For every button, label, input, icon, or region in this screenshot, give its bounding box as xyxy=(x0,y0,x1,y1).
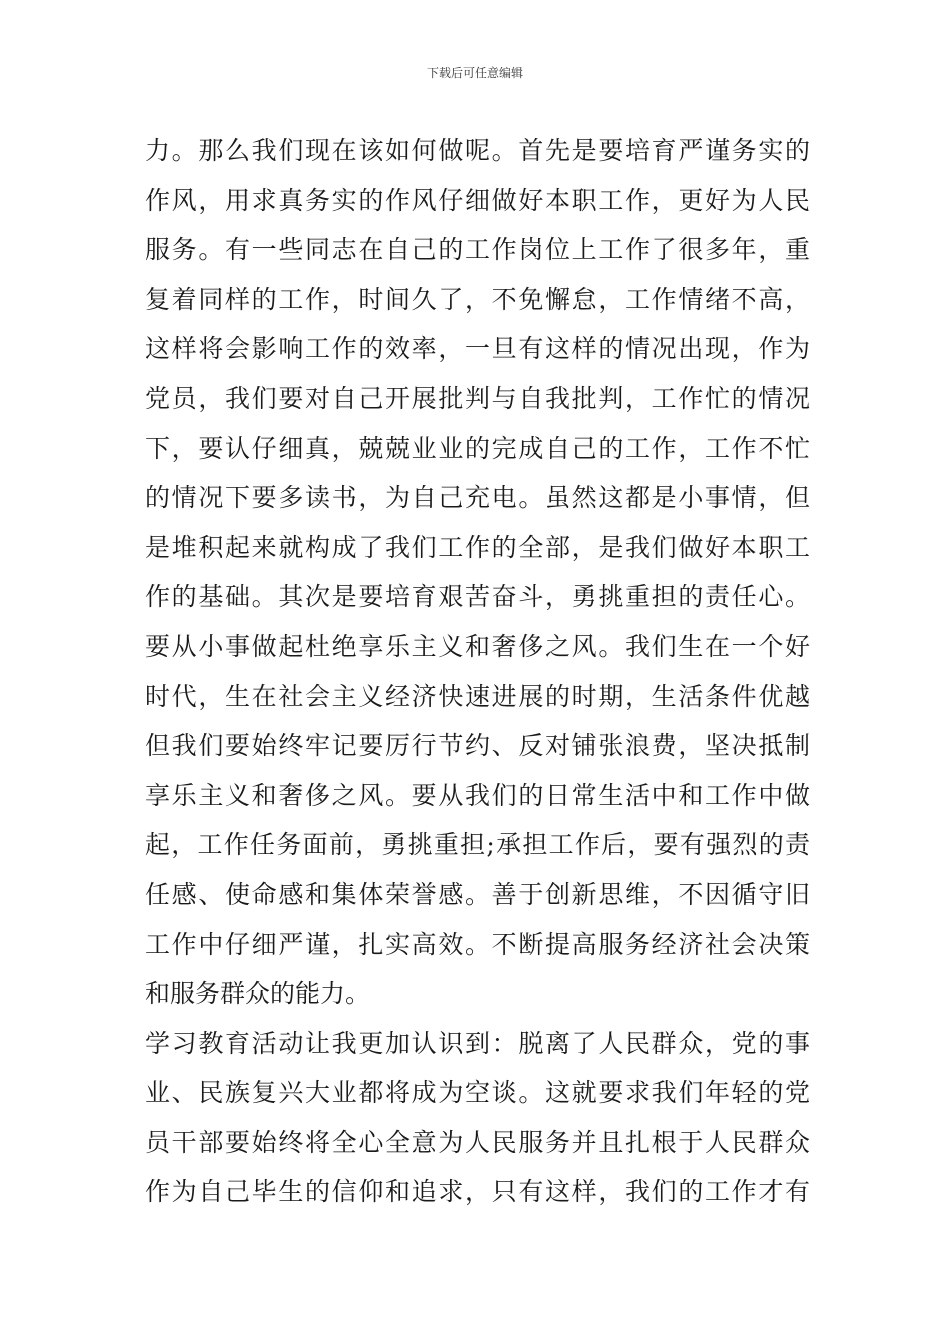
text-line: 和服务群众的能力。 xyxy=(145,979,371,1009)
text-line: 起，工作任务面前，勇挑重担;承担工作后，要有强烈的责 xyxy=(145,830,810,860)
page-header: 下载后可任意编辑 xyxy=(426,66,523,80)
text-line: 作风，用求真务实的作风仔细做好本职工作，更好为人民 xyxy=(145,185,810,215)
text-line: 党员，我们要对自己开展批判与自我批判，工作忙的情况 xyxy=(145,383,810,413)
text-line: 要从小事做起杜绝享乐主义和奢侈之风。我们生在一个好 xyxy=(145,631,810,661)
text-line: 作为自己毕生的信仰和追求，只有这样，我们的工作才有 xyxy=(145,1177,810,1207)
text-line: 是堆积起来就构成了我们工作的全部，是我们做好本职工 xyxy=(145,532,810,562)
text-line: 享乐主义和奢侈之风。要从我们的日常生活中和工作中做 xyxy=(145,780,810,810)
text-line: 作的基础。其次是要培育艰苦奋斗，勇挑重担的责任心。 xyxy=(145,582,810,612)
document-body xyxy=(145,126,810,1217)
text-line: 学习教育活动让我更加认识到：脱离了人民群众，党的事 xyxy=(145,1028,810,1058)
text-line: 下，要认仔细真，兢兢业业的完成自己的工作，工作不忙 xyxy=(145,433,810,463)
text-line: 的情况下要多读书，为自己充电。虽然这都是小事情，但 xyxy=(145,483,810,513)
text-line: 服务。有一些同志在自己的工作岗位上工作了很多年，重 xyxy=(145,235,810,265)
text-line: 时代，生在社会主义经济快速进展的时期，生活条件优越 xyxy=(145,681,810,711)
text-line: 力。那么我们现在该如何做呢。首先是要培育严谨务实的 xyxy=(145,136,810,165)
text-line: 业、民族复兴大业都将成为空谈。这就要求我们年轻的党 xyxy=(145,1078,810,1108)
text-line: 任感、使命感和集体荣誉感。善于创新思维，不因循守旧 xyxy=(145,879,810,909)
text-line: 但我们要始终牢记要厉行节约、反对铺张浪费，坚决抵制 xyxy=(145,731,810,761)
text-line: 员干部要始终将全心全意为人民服务并且扎根于人民群众 xyxy=(145,1127,810,1157)
text-line: 这样将会影响工作的效率，一旦有这样的情况出现，作为 xyxy=(145,334,810,364)
text-line: 复着同样的工作，时间久了，不免懈怠，工作情绪不高， xyxy=(145,284,810,314)
text-line: 工作中仔细严谨，扎实高效。不断提高服务经济社会决策 xyxy=(145,929,810,959)
